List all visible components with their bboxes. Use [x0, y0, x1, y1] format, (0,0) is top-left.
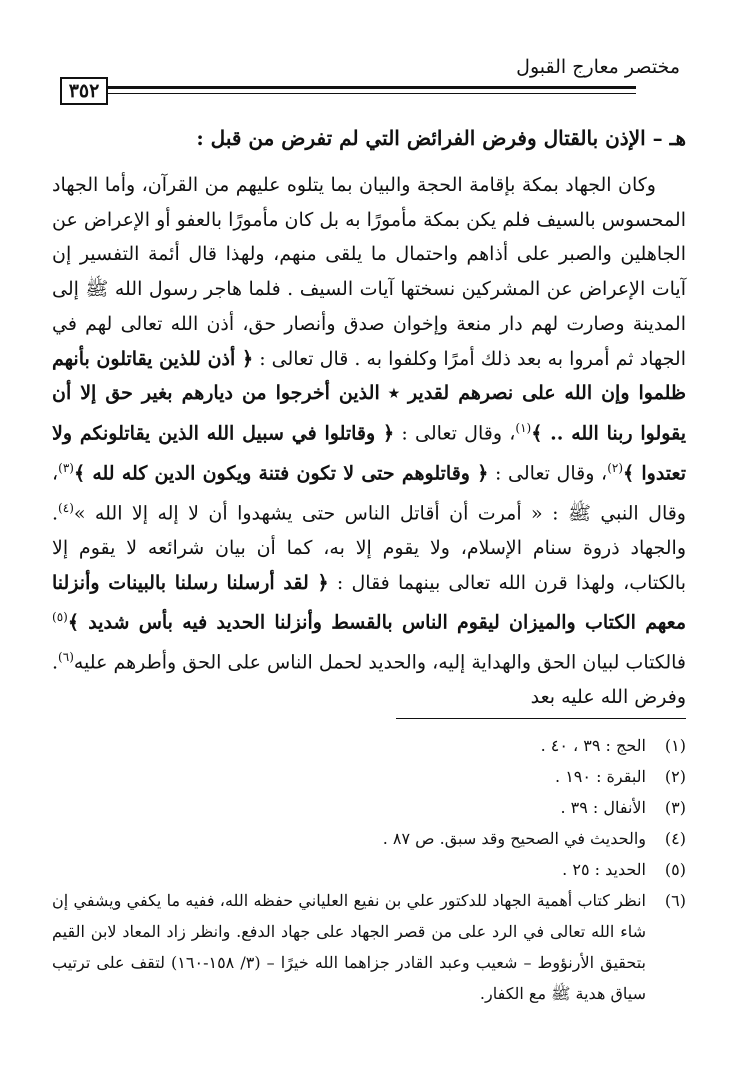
footnote: [52, 854, 686, 885]
footnote-text: انظر كتاب أهمية الجهاد للدكتور علي بن نفيع العلياني حفظه الله، ففيه ما يكفي ويشفي إن شاء الله تعالى في الرد على من قصر الجهاد على جهاد الدفع. وانظر زاد المعاد لابن القيم بتحقيق الأرنؤوط – شعيب وعبد القادر جزاهما الله خيرًا – (٣/ ١٥٨-١٦٠) لتقف على ترتيب سياق هدية ﷺ مع الكفار.: [52, 891, 647, 1003]
footnote-number: (١): [664, 736, 686, 755]
quran-verse-3: ﴿ وقاتلوهم حتى لا تكون فتنة ويكون الدين كله لله ﴾: [73, 462, 489, 485]
book-title: مختصر معارج القبول: [516, 56, 680, 78]
footnote-separator: [396, 718, 686, 719]
footnote-text: الحديد : ٢٥ .: [562, 860, 646, 879]
body-text-6: فالكتاب لبيان الحق والهداية إليه، والحديد لحمل الناس على الحق وأطرهم عليه: [73, 651, 686, 674]
body-text-3: ، وقال تعالى :: [494, 462, 608, 485]
footnote-number: (٥): [664, 860, 686, 879]
quran-verse-1: ﴿ أذن للذين يقاتلون بأنهم ظلموا وإن الله على نصرهم لقدير ٭ الذين أخرجوا من ديارهم بغير حق إلا أن يقولوا ربنا الله .. ﴾: [52, 347, 687, 445]
body-text-1: وكان الجهاد بمكة بإقامة الحجة والبيان بما يتلوه عليهم من القرآن، وأما الجهاد المحسوس بالسيف فلم يكن بمكة مأمورًا به بل كان مأمورًا بالعفو أو الإعراض عن الجاهلين والصبر على أذاهم واحتمال ما يلقى منهم، ولهذا قال أئمة التفسير إن آيات الإعراض عن المشركين نسختها آيات السيف . فلما هاجر رسول الله ﷺ إلى المدينة وصارت لهم دار منعة وإخوان صدق وأنصار حق، أذن الله تعالى لهم في الجهاد ثم أمروا به بعد ذلك أمرًا وكلفوا به . قال تعالى :: [52, 174, 686, 370]
section-heading: هـ – الإذن بالقتال وفرض الفرائض التي لم تفرض من قبل :: [196, 126, 686, 150]
footnote-ref-1: (١): [515, 420, 532, 435]
footnote-ref-5: (٥): [52, 610, 68, 625]
quran-verse-2: ﴿ وقاتلوا في سبيل الله الذين يقاتلونكم ولا تعتدوا ﴾: [52, 422, 686, 485]
footnote-number: (٣): [664, 798, 686, 817]
footnotes: [52, 730, 686, 1009]
body-paragraph: [52, 168, 686, 715]
footnote-number: (٤): [664, 829, 686, 848]
footnote-number: (٢): [664, 767, 686, 786]
footnote: [52, 761, 686, 792]
header-rule-thick: [60, 86, 636, 89]
page-number: ٣٥٢: [60, 77, 108, 105]
body-text-5: . والجهاد ذروة سنام الإسلام، ولا يقوم إلا به، كما أن بيان شرائعه لا يقوم إلا بالكتاب، ولهذا قرن الله تعالى بينهما فقال :: [52, 502, 686, 594]
footnote: [52, 730, 686, 761]
header-rule-thin: [60, 93, 636, 94]
footnote-text: الحج : ٣٩ ، ٤٠ .: [540, 736, 646, 755]
body-text-4: ، وقال النبي ﷺ : « أمرت أن أقاتل الناس حتى يشهدوا أن لا إله إلا الله »: [52, 462, 686, 525]
main-text: [52, 122, 686, 715]
body-text-7: . وفرض الله عليه بعد: [52, 651, 686, 709]
body-text-2: ، وقال تعالى :: [401, 422, 516, 445]
footnote-ref-2: (٢): [607, 460, 624, 475]
footnote-text: والحديث في الصحيح وقد سبق. ص ٨٧ .: [382, 829, 646, 848]
footnote-ref-6: (٦): [58, 650, 74, 665]
footnote-number: (٦): [664, 891, 686, 910]
footnote: [52, 823, 686, 854]
footnote: [52, 792, 686, 823]
footnote-text: البقرة : ١٩٠ .: [555, 767, 646, 786]
quran-verse-4: ﴿ لقد أرسلنا رسلنا بالبينات وأنزلنا معهم الكتاب والميزان ليقوم الناس بالقسط وأنزلنا الحديد فيه بأس شديد ﴾: [52, 571, 686, 634]
footnote-text: الأنفال : ٣٩ .: [560, 798, 646, 817]
footnote-ref-3: (٣): [58, 460, 74, 475]
footnote: [52, 885, 686, 1009]
page-header: [60, 52, 680, 102]
footnote-ref-4: (٤): [58, 500, 74, 515]
